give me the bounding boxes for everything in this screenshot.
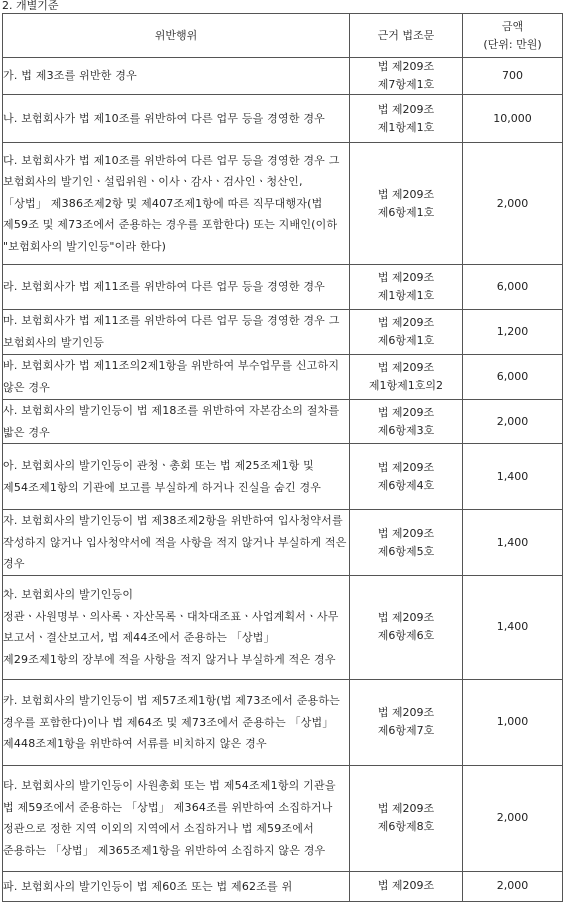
basis-cell bbox=[350, 871, 463, 901]
table-header-row bbox=[3, 14, 563, 58]
table-row bbox=[3, 310, 563, 355]
amount-cell: 2,000 bbox=[463, 765, 563, 871]
basis-cell bbox=[350, 355, 463, 400]
table-row bbox=[3, 575, 563, 679]
basis-line: 법 제209조 bbox=[377, 460, 435, 474]
amount-cell: 2,000 bbox=[463, 400, 563, 444]
amount-cell: 1,400 bbox=[463, 444, 563, 510]
amount-cell: 1,400 bbox=[463, 575, 563, 679]
basis-cell bbox=[350, 510, 463, 576]
basis-line: 제6항제1호 bbox=[377, 334, 435, 347]
basis-line: 제7항제1호 bbox=[377, 78, 435, 91]
table-row bbox=[3, 765, 563, 871]
violation-cell: 다. 보험회사가 법 제10조를 위반하여 다른 업무 등을 경영한 경우 그 보험회사의 발기인ㆍ설립위원ㆍ이사ㆍ감사ㆍ검사인ㆍ청산인, 「상법」 제386조제2항 및 제407조제1항에 따른 직무대행자(법 제59조 및 제73조에서 준용하는 경우를 포함한다) 또는 지배인(이하 "보험회사의 발기인등"이라 한다) bbox=[3, 143, 350, 265]
violation-cell: 마. 보험회사가 법 제11조를 위반하여 다른 업무 등을 경영한 경우 그 보험회사의 발기인등 bbox=[3, 310, 350, 355]
violation-cell: 차. 보험회사의 발기인등이 정관ㆍ사원명부ㆍ의사록ㆍ자산목록ㆍ대차대조표ㆍ사업계획서ㆍ사무보고서ㆍ결산보고서, 법 제44조에서 준용하는 「상법」 제29조제1항의 장부에 적을 사항을 적지 않거나 부실하게 적은 경우 bbox=[3, 575, 350, 679]
header-basis: 근거 법조문 bbox=[350, 14, 463, 58]
basis-cell bbox=[350, 95, 463, 143]
violation-cell: 자. 보험회사의 발기인등이 법 제38조제2항을 위반하여 입사청약서를 작성하지 않거나 입사청약서에 적을 사항을 적지 않거나 부실하게 적은 경우 bbox=[3, 510, 350, 576]
basis-line: 법 제209조 bbox=[377, 361, 435, 374]
basis-cell bbox=[350, 310, 463, 355]
header-amount-unit: (단위: 만원) bbox=[483, 37, 542, 51]
amount-cell: 6,000 bbox=[463, 355, 563, 400]
basis-line: 법 제209조 bbox=[377, 706, 435, 720]
basis-line: 법 제209조 bbox=[377, 802, 435, 816]
penalty-table bbox=[2, 13, 563, 902]
basis-line: 제6항제3호 bbox=[377, 423, 435, 437]
table-row bbox=[3, 400, 563, 444]
basis-line: 법 제209조 bbox=[377, 611, 435, 625]
basis-line: 법 제209조 bbox=[377, 271, 435, 284]
amount-cell: 2,000 bbox=[463, 871, 563, 901]
basis-cell bbox=[350, 575, 463, 679]
violation-cell: 파. 보험회사의 발기인등이 법 제60조 또는 법 제62조를 위 bbox=[3, 871, 350, 901]
violation-cell: 카. 보험회사의 발기인등이 법 제57조제1항(법 제73조에서 준용하는 경우를 포함한다)이나 법 제64조 및 제73조에서 준용하는 「상법」 제448조제1항을 위반하여 서류를 비치하지 않은 경우 bbox=[3, 679, 350, 765]
basis-cell bbox=[350, 679, 463, 765]
basis-line: 법 제209조 bbox=[377, 102, 435, 116]
violation-cell: 나. 보험회사가 법 제10조를 위반하여 다른 업무 등을 경영한 경우 bbox=[3, 95, 350, 143]
basis-line: 제1항제1호 bbox=[377, 120, 435, 134]
basis-cell bbox=[350, 765, 463, 871]
section-title: 2. 개별기준 bbox=[2, 0, 59, 12]
table-row bbox=[3, 355, 563, 400]
violation-cell: 바. 보험회사가 법 제11조의2제1항을 위반하여 부수업무를 신고하지 않은 경우 bbox=[3, 355, 350, 400]
table-row bbox=[3, 265, 563, 310]
header-amount-label: 금액 bbox=[501, 19, 524, 33]
violation-cell: 타. 보험회사의 발기인등이 사원총회 또는 법 제54조제1항의 기관을 법 제59조에서 준용하는 「상법」 제364조를 위반하여 소집하거나 정관으로 정한 지역 이외의 지역에서 소집하거나 법 제59조에서 준용하는 「상법」 제365조제1항을 위반하여 소집하지 않은 경우 bbox=[3, 765, 350, 871]
violation-cell: 라. 보험회사가 법 제11조를 위반하여 다른 업무 등을 경영한 경우 bbox=[3, 265, 350, 310]
basis-line: 제6항제1호 bbox=[377, 205, 435, 219]
basis-line: 법 제209조 bbox=[377, 187, 435, 201]
basis-cell bbox=[350, 265, 463, 310]
amount-cell: 6,000 bbox=[463, 265, 563, 310]
table-row bbox=[3, 510, 563, 576]
table-row bbox=[3, 871, 563, 901]
violation-cell: 가. 법 제3조를 위반한 경우 bbox=[3, 58, 350, 95]
header-amount bbox=[463, 14, 563, 58]
amount-cell: 1,200 bbox=[463, 310, 563, 355]
basis-line: 법 제209조 bbox=[377, 316, 435, 329]
header-violation: 위반행위 bbox=[3, 14, 350, 58]
violation-cell: 사. 보험회사의 발기인등이 법 제18조를 위반하여 자본감소의 절차를 밟은 경우 bbox=[3, 400, 350, 444]
basis-line: 법 제209조 bbox=[377, 60, 435, 73]
basis-cell bbox=[350, 444, 463, 510]
basis-line: 제6항제5호 bbox=[377, 544, 435, 558]
table-row bbox=[3, 58, 563, 95]
basis-line: 제6항제4호 bbox=[377, 478, 435, 492]
basis-line: 법 제209조 bbox=[377, 879, 435, 893]
basis-line: 제6항제6호 bbox=[377, 629, 435, 643]
basis-line: 제1항제1호의2 bbox=[368, 379, 444, 392]
table-row bbox=[3, 143, 563, 265]
table-row bbox=[3, 95, 563, 143]
basis-cell bbox=[350, 143, 463, 265]
basis-line: 제6항제7호 bbox=[377, 724, 435, 738]
amount-cell: 10,000 bbox=[463, 95, 563, 143]
basis-cell bbox=[350, 58, 463, 95]
basis-cell bbox=[350, 400, 463, 444]
basis-line: 제1항제1호 bbox=[377, 289, 435, 302]
amount-cell: 1,400 bbox=[463, 510, 563, 576]
amount-cell: 2,000 bbox=[463, 143, 563, 265]
table-row bbox=[3, 679, 563, 765]
amount-cell: 1,000 bbox=[463, 679, 563, 765]
basis-line: 법 제209조 bbox=[377, 526, 435, 540]
basis-line: 법 제209조 bbox=[377, 405, 435, 419]
table-row bbox=[3, 444, 563, 510]
basis-line: 제6항제8호 bbox=[377, 820, 435, 834]
amount-cell: 700 bbox=[463, 58, 563, 95]
violation-cell: 아. 보험회사의 발기인등이 관청ㆍ총회 또는 법 제25조제1항 및 제54조제1항의 기관에 보고를 부실하게 하거나 진실을 숨긴 경우 bbox=[3, 444, 350, 510]
